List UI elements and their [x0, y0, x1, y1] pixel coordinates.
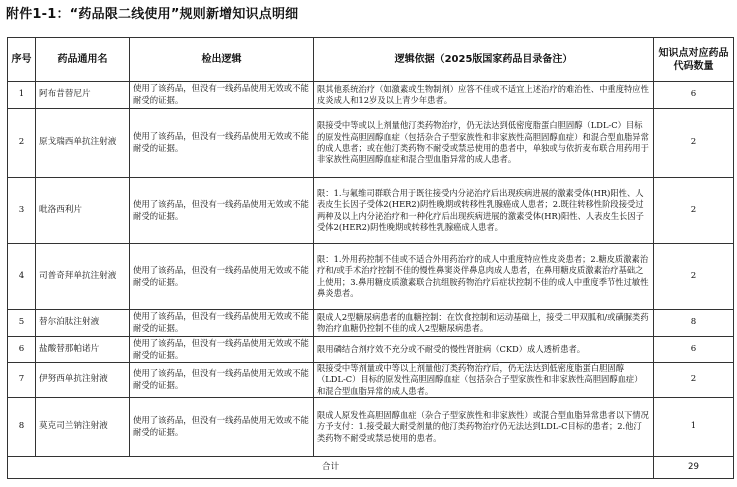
knowledge-point-table [7, 37, 734, 479]
table-header-row [8, 38, 734, 82]
total-row [8, 456, 734, 478]
row-logic-basis: 限其他系统治疗（如激素或生物制剂）应答不佳或不适宜上述治疗的难治性、中重度特应性皮炎成人和12岁及以上青少年患者。 [314, 82, 654, 109]
header-code-count: 知识点对应药品代码数量 [654, 38, 734, 82]
row-detection-logic: 使用了该药品，但没有一线药品使用无效或不能耐受的证据。 [130, 82, 314, 109]
row-drug-name: 原戈瑞西单抗注射液 [36, 109, 130, 178]
row-seq: 8 [8, 397, 36, 456]
table-row [8, 244, 734, 310]
table-row [8, 310, 734, 337]
row-code-count: 6 [654, 82, 734, 109]
row-code-count: 2 [654, 109, 734, 178]
row-code-count: 6 [654, 337, 734, 363]
row-seq: 6 [8, 337, 36, 363]
row-detection-logic: 使用了该药品，但没有一线药品使用无效或不能耐受的证据。 [130, 310, 314, 337]
row-drug-name: 盐酸替那帕诺片 [36, 337, 130, 363]
row-code-count: 1 [654, 397, 734, 456]
row-detection-logic: 使用了该药品，但没有一线药品使用无效或不能耐受的证据。 [130, 363, 314, 398]
header-detection-logic: 检出逻辑 [130, 38, 314, 82]
table-row [8, 363, 734, 398]
row-logic-basis: 限成人原发性高胆固醇血症（杂合子型家族性和非家族性）或混合型血脂异常患者以下情况方予支付：1.接受最大耐受剂量的他汀类药物治疗仍无法达到LDL-C目标的患者；2.他汀类药物不耐受或禁忌使用的患者。 [314, 397, 654, 456]
row-seq: 7 [8, 363, 36, 398]
row-code-count: 8 [654, 310, 734, 337]
row-drug-name: 莫克司兰钠注射液 [36, 397, 130, 456]
table-row [8, 337, 734, 363]
row-seq: 5 [8, 310, 36, 337]
table-row [8, 397, 734, 456]
row-logic-basis: 限接受中等或以上剂量他汀类药物治疗，仍无法达到低密度脂蛋白胆固醇（LDL-C）目标的原发性高胆固醇血症（包括杂合子型家族性和非家族性高胆固醇血症）和混合型血脂异常的成人患者；或在他汀类药物不耐受或禁忌使用的患者中，单独或与依折麦布联合用药用于非家族性高胆固醇血症和混合型血脂异常的成人患者。 [314, 109, 654, 178]
row-seq: 3 [8, 178, 36, 244]
row-seq: 2 [8, 109, 36, 178]
total-count: 29 [654, 456, 734, 478]
header-drug-name: 药品通用名 [36, 38, 130, 82]
row-detection-logic: 使用了该药品，但没有一线药品使用无效或不能耐受的证据。 [130, 397, 314, 456]
row-code-count: 2 [654, 363, 734, 398]
table-row [8, 178, 734, 244]
table-row [8, 82, 734, 109]
row-logic-basis: 限成人2型糖尿病患者的血糖控制：在饮食控制和运动基础上，接受二甲双胍和/或磺脲类药物治疗血糖仍控制不佳的成人2型糖尿病患者。 [314, 310, 654, 337]
row-detection-logic: 使用了该药品，但没有一线药品使用无效或不能耐受的证据。 [130, 244, 314, 310]
row-drug-name: 吡洛西利片 [36, 178, 130, 244]
header-seq: 序号 [8, 38, 36, 82]
row-drug-name: 司普奇拜单抗注射液 [36, 244, 130, 310]
document-title: 附件1-1：“药品限二线使用”规则新增知识点明细 [6, 7, 299, 22]
row-detection-logic: 使用了该药品，但没有一线药品使用无效或不能耐受的证据。 [130, 109, 314, 178]
row-detection-logic: 使用了该药品，但没有一线药品使用无效或不能耐受的证据。 [130, 178, 314, 244]
table-row [8, 109, 734, 178]
row-detection-logic: 使用了该药品，但没有一线药品使用无效或不能耐受的证据。 [130, 337, 314, 363]
row-code-count: 2 [654, 244, 734, 310]
row-seq: 1 [8, 82, 36, 109]
row-code-count: 2 [654, 178, 734, 244]
header-logic-basis: 逻辑依据（2025版国家药品目录备注） [314, 38, 654, 82]
row-drug-name: 伊努西单抗注射液 [36, 363, 130, 398]
row-seq: 4 [8, 244, 36, 310]
row-drug-name: 替尔泊肽注射液 [36, 310, 130, 337]
row-drug-name: 阿布昔替尼片 [36, 82, 130, 109]
row-logic-basis: 限接受中等剂量或中等以上剂量他汀类药物治疗后，仍无法达到低密度脂蛋白胆固醇（LDL-C）目标的原发性高胆固醇血症（包括杂合子型家族性和非家族性高胆固醇血症）和混合型血脂异常的成人患者。 [314, 363, 654, 398]
row-logic-basis: 限：1.与氟维司群联合用于既往接受内分泌治疗后出现疾病进展的激素受体(HR)阳性、人表皮生长因子受体2(HER2)阴性晚期或转移性乳腺癌成人患者；2.既往转移性阶段接受过两种及以上内分泌治疗和一种化疗后出现疾病进展的激素受体(HR)阳性、人表皮生长因子受体2(HER2)阴性晚期或转移性乳腺癌成人患者。 [314, 178, 654, 244]
row-logic-basis: 限：1.外用药控制不佳或不适合外用药治疗的成人中重度特应性皮炎患者；2.糖皮质激素治疗和/或手术治疗控制不佳的慢性鼻窦炎伴鼻息肉成人患者，在鼻用糖皮质激素治疗基础之上使用；3.鼻用糖皮质激素联合抗组胺药物治疗后症状控制不佳的成人中重度季节性过敏性鼻炎患者。 [314, 244, 654, 310]
row-logic-basis: 限用磷结合剂疗效不充分或不耐受的慢性肾脏病（CKD）成人透析患者。 [314, 337, 654, 363]
total-label: 合计 [8, 456, 654, 478]
